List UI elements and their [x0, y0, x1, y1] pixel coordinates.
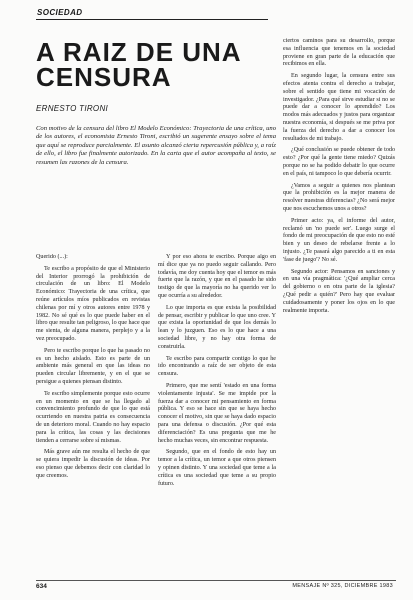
page-number: 634	[36, 583, 47, 590]
section-label: SOCIEDAD	[37, 8, 83, 17]
paragraph: ¿Qué conclusión se puede obtener de todo esto? ¿Por qué la gente tiene miedo? Quizás porque no se ha podido debatir lo que ocurre en el país, ni tampoco lo que debería ocurrir.	[283, 147, 395, 177]
column-3	[283, 38, 395, 582]
paragraph: Te escribo simplemente porque esto ocurre en un momento en que se ha llegado al convencimiento profundo de que lo que está ocurriendo en nuestra patria es consecuencia de un deterioro moral. Cuando no hay espacio para la crítica, las cosas y las decisiones tienden a cerrarse sobre sí mismas.	[36, 390, 150, 444]
column-2	[158, 254, 276, 582]
paragraph: Lo que importa es que exista la posibilidad de pensar, escribir y publicar lo que uno cree. Y que exista la oportunidad de que los demás lo lean y lo juzguen. Eso es lo que hace a una sociedad libre, y no hay otra forma de construirla.	[158, 304, 276, 350]
paragraph: Más grave aún me resulta el hecho de que se quiera impedir la discusión de ideas. Por eso pienso que debemos decir con claridad lo que creemos.	[36, 449, 150, 479]
paragraph: Te escribo para compartir contigo lo que he ido encontrando a raíz de ser objeto de esta censura.	[158, 355, 276, 378]
issue-label: MENSAJE Nº 325, DICIEMBRE 1983	[292, 583, 393, 589]
footer-divider	[36, 580, 396, 581]
article-intro: Con motivo de la censura del libro El Modelo Económico: Trayectoria de una crítica, uno de los autores, el economista Ernesto Tironi, escribió un sugerente ensayo sobre el tema que aquí se reproduce parcialmente. El asunto alcanzó cierta repercusión pública y, a raíz de ello, el libro fue finalmente autorizado. En la carta que el autor acompaña al texto, se resumen las razones de la censura.	[36, 125, 276, 166]
paragraph: ¿Vamos a seguir a quienes nos plantean que la prohibición es la mejor manera de resolver nuestras diferencias? ¿No será mejor que nos escuchemos unos a otros?	[283, 182, 395, 212]
paragraph: Primero, que me sentí 'estado en una forma violentamente injusta'. Se me impide por la fuerza dar a conocer mi pensamiento en forma pública. Y eso se hace sin que se haya hecho conocer el motivo, sin que se haya dado espacio para una defensa o discusión. ¿Por qué esta diferenciación? Es una pregunta que me he hecho muchas veces, sin encontrar respuesta.	[158, 382, 276, 444]
article-headline: A RAIZ DE UNA CENSURA	[36, 37, 241, 92]
paragraph: Primer acto: ya, el informe del autor, reclamó un 'no puede ser'. Luego surge el fondo de mi preocupación de que esto no esté bien y un deseo de rebelarse frente a lo injusto. ¿Te pasará algo parecido a ti en esta 'fase de juego'? No sé.	[283, 217, 395, 263]
paragraph: Y por eso ahora te escribo. Porque algo en mí dice que ya no puedo seguir callando. Pero todavía, me doy cuenta hoy que el temor es más fuerte que la razón, y que en el pasado he sido testigo de que la mayoría no ha querido ver lo que ocurría a su alrededor.	[158, 254, 276, 299]
article-byline: ERNESTO TIRONI	[36, 104, 109, 113]
paragraph: Te escribo a propósito de que el Ministerio del Interior prorrogó la prohibición de circulación de un libro: El Modelo Económico: Trayectoria de una crítica, que reúne artículos míos publicados en revistas chilenas por mí y otros autores entre 1978 y 1982. No sé qué es lo que puede haber en el libro que resulte tan peligroso, lo que hace que me sienta, de alguna manera, perplejo y a la vez preocupado.	[36, 265, 150, 342]
paragraph: Segundo, que en el fondo de esto hay un temor a la crítica, un temor a que otros piensen y opinen distinto. Y una sociedad que teme a la crítica es una sociedad que teme a su propio futuro.	[158, 449, 276, 487]
column-1	[36, 254, 150, 582]
paragraph: Segundo actor: Pensamos en sanciones y en una vía pragmática: '¿Qué ampliar cerca del gobierno o en otra parte de la iglesia? ¿Qué pedir a quién?' Pero hay que evaluar cuidadosamente y poner los ojos en lo que realmente importa.	[283, 268, 395, 314]
paragraph: Querido (...):	[36, 254, 68, 260]
paragraph: Pero te escribo porque lo que ha pasado no es un hecho aislado. Esto es parte de un ambiente más general en que las ideas no pueden circular libremente, y en el que se persigue a quienes piensan distinto.	[36, 347, 150, 385]
paragraph: En segundo lugar, la censura entre sus efectos atenta contra el derecho a trabajar, sobre el sentido que tiene mi vocación de investigador. ¿Para qué sirve estudiar si no se puede dar a conocer lo aprendido? Los modos más adecuados y justos para organizar nuestra economía, si después se me priva por la fuerza del derecho a dar a conocer los resultados de mi trabajo.	[283, 73, 395, 142]
paragraph: ciertos caminos para su desarrollo, porque esa influencia que tenemos en la sociedad proviene en gran parte de la educación que recibimos en ella.	[283, 38, 395, 68]
section-divider	[36, 19, 268, 20]
